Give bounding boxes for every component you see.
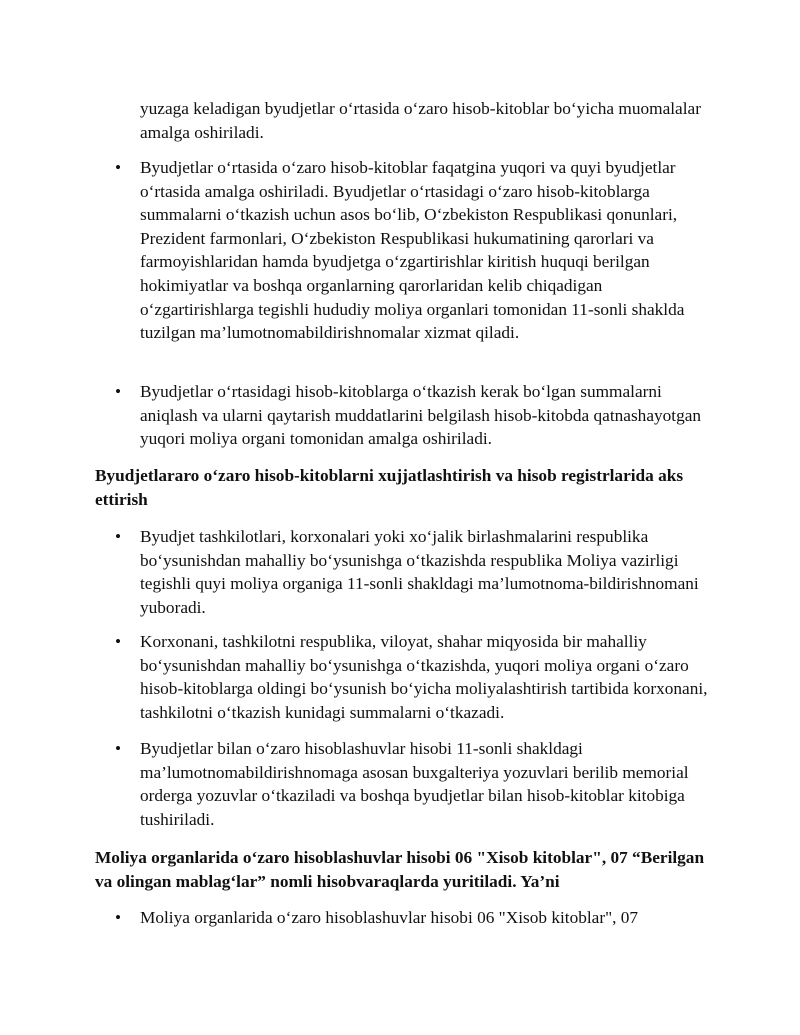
bullet-icon: • — [115, 739, 122, 758]
list-item-text: Byudjetlar bilan o‘zaro hisoblashuvlar hisobi 11-sonli shakldagi ma’lumotnomabildirishnomaga asosan buxgalteriya yozuvlari berilib memorial orderga yozuvlar o‘tkaziladi va boshqa byudjetlar bilan hisob-kitoblar kitobiga tushiriladi. — [140, 739, 689, 829]
list-item-text: Moliya organlarida o‘zaro hisoblashuvlar hisobi 06 "Xisob kitoblar", 07 — [140, 908, 639, 927]
bullet-icon: • — [115, 527, 122, 546]
bullet-icon: • — [115, 632, 122, 651]
section-heading: Moliya organlarida o‘zaro hisoblashuvlar hisobi 06 "Xisob kitoblar", 07 “Berilgan va olingan mablag‘lar” nomli hisobvaraqlarda yuritiladi. Ya’ni — [95, 848, 705, 891]
list-item-text: Korxonani, tashkilotni respublika, viloyat, shahar miqyosida bir mahalliy bo‘ysunishdan mahalliy bo‘ysunishga o‘tkazishda, yuqori moliya organi o‘zaro hisob-kitoblarga oldingi bo‘ysunish bo‘yicha moliyalashtirish tartibida korxonani, tashkilotni o‘tkazish kunidagi summalarni o‘tkazadi. — [140, 632, 708, 722]
bullet-icon: • — [115, 908, 122, 927]
list-item-text: Byudjetlar o‘rtasidagi hisob-kitoblarga o‘tkazish kerak bo‘lgan summalarni aniqlash va ularni qaytarish muddatlarini belgilash hisob-kitobda qatnashayotgan yuqori moliya organi tomonidan amalga oshiriladi. — [140, 382, 702, 449]
list-item-text: Byudjetlar o‘rtasida o‘zaro hisob-kitoblar faqatgina yuqori va quyi byudjetlar o‘rtasida amalga oshiriladi. Byudjetlar o‘rtasidagi o‘zaro hisob-kitoblarga summalarni o‘tkazish uchun asos bo‘lib, O‘zbekiston Respublikasi qonunlari, Prezident farmonlari, O‘zbekiston Respublikasi hukumatining qarorlari va farmoyishlaridan hamda byudjetga o‘zgartirishlar kiritish huquqi berilgan hokimiyatlar va boshqa organlarning qarorlaridan kelib chiqadigan o‘zgartirishlarga tegishli hududiy moliya organlari tomonidan 11-sonli shaklda tuzilgan ma’lumotnomabildirishnomalar xizmat qiladi. — [140, 158, 685, 343]
continuation-paragraph: yuzaga keladigan byudjetlar o‘rtasida o‘zaro hisob-kitoblar bo‘yicha muomalalar amalga oshiriladi. — [140, 99, 701, 142]
section-heading: Byudjetlararo o‘zaro hisob-kitoblarni xujjatlashtirish va hisob registrlarida aks ettirish — [95, 466, 684, 509]
bullet-icon: • — [115, 382, 122, 401]
list-item-text: Byudjet tashkilotlari, korxonalari yoki xo‘jalik birlashmalarini respublika bo‘ysunishdan mahalliy bo‘ysunishga o‘tkazishda respublika Moliya vazirligi tegishli quyi moliya organiga 11-sonli shakldagi ma’lumotnoma-bildirishnomani yuboradi. — [140, 527, 699, 617]
bullet-icon: • — [115, 158, 122, 177]
